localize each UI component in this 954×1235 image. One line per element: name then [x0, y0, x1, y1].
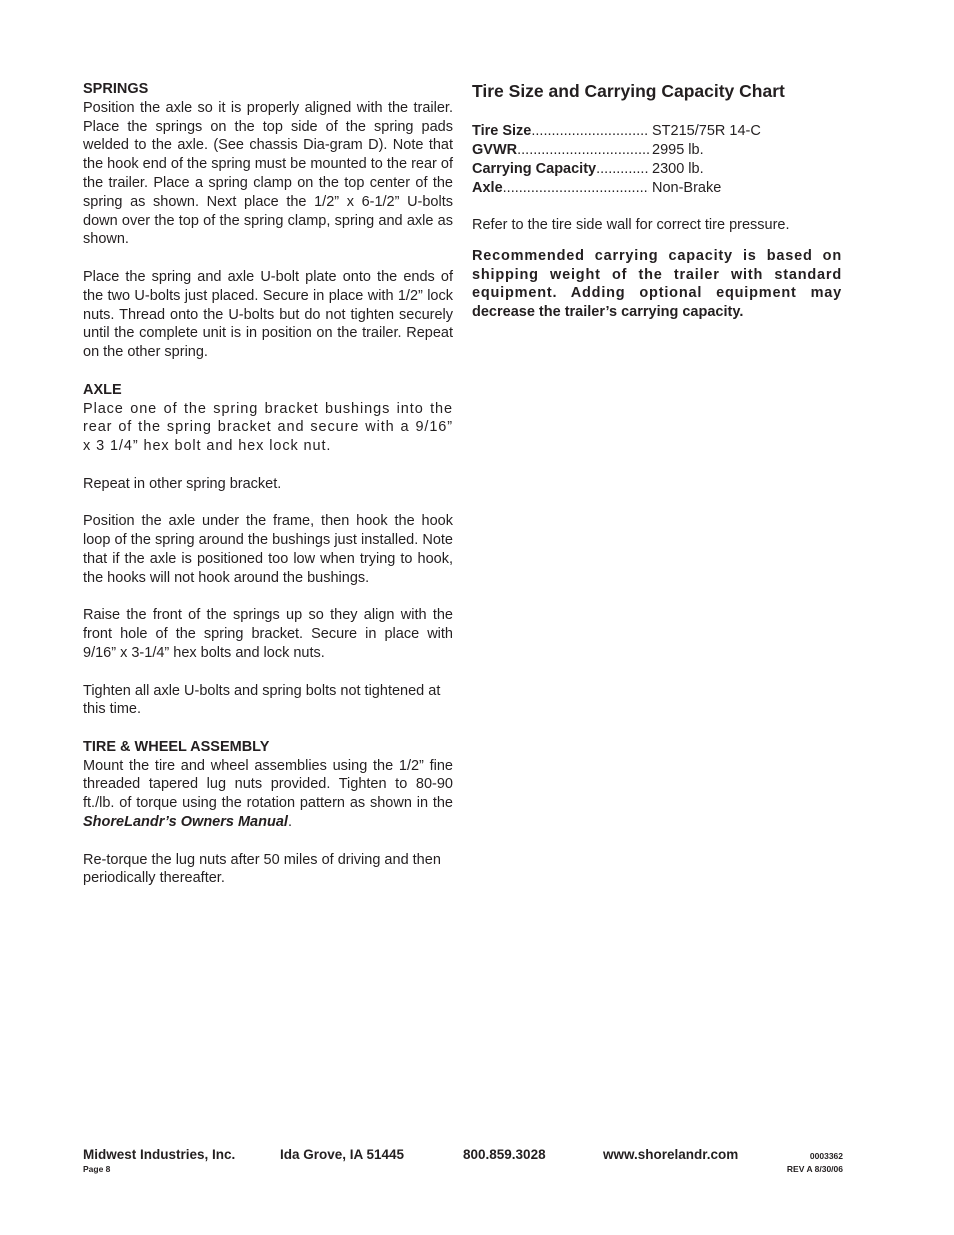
capacity-warning-last: decrease the trailer’s carrying capacity. — [472, 304, 744, 321]
owners-manual-reference: ShoreLandr’s Owners Manual — [83, 814, 288, 831]
dot-leader — [596, 160, 649, 179]
dot-leader — [517, 141, 649, 160]
left-column — [83, 80, 453, 888]
spec-label: Tire Size — [472, 123, 532, 139]
axle-paragraph-2: Repeat in other spring bracket. — [83, 475, 282, 492]
spec-value: 2995 lb. — [652, 142, 704, 158]
page-footer — [83, 1147, 843, 1177]
spec-value: ST215/75R 14-C — [652, 123, 761, 139]
axle-paragraph-1: Place one of the spring bracket bushings into the rear of the spring bracket and secure with a 9/16” x 3 1/4” hex bolt and hex lock nut. — [83, 400, 453, 455]
spec-row-tire-size — [472, 122, 772, 141]
footer-city: Ida Grove, IA 51445 — [280, 1147, 405, 1162]
footer-page-number: Page 8 — [83, 1164, 111, 1174]
tire-paragraph-1-text: Mount the tire and wheel assemblies using the 1/2” fine threaded tapered lug nuts provided. Tighten to 80-90 ft./lb. of torque using the rotation pattern as shown in the — [83, 757, 453, 812]
tire-paragraph-1-end: . — [287, 814, 292, 831]
axle-paragraph-4: Raise the front of the springs up so they align with the front hole of the spring bracket. Secure in place with 9/16” x 3-1/4” hex bolts and lock nuts. — [83, 607, 453, 661]
axle-paragraph-3: Position the axle under the frame, then hook the hook loop of the spring around the bushings just installed. Note that if the axle is positioned too low when trying to hook, the hooks will not hook around the bushings. — [83, 513, 453, 586]
footer-phone: 800.859.3028 — [463, 1147, 546, 1162]
spec-row-carrying-capacity — [472, 160, 772, 179]
footer-company: Midwest Industries, Inc. — [83, 1147, 236, 1162]
spec-label: Carrying Capacity — [472, 161, 597, 177]
axle-heading: AXLE — [83, 381, 122, 398]
springs-paragraph-1: Position the axle so it is properly aligned with the trailer. Place the springs on the top side of the spring pads welded to the axle. (See chassis Dia-gram D). Note that the hook end of the spring must be mounted to the rear of the trailer. Place a spring clamp on the top center of the spring as shown. Next place the 1/2” x 6-1/2” U-bolts down over the top of the spring clamp, spring and axle as shown. — [83, 99, 453, 248]
capacity-warning-main: Recommended carrying capacity is based on shipping weight of the trailer with standard equipment. Adding optional equipment may — [472, 247, 842, 302]
spec-value: 2300 lb. — [652, 161, 704, 177]
dot-leader — [531, 122, 649, 141]
tire-pressure-note: Refer to the tire side wall for correct tire pressure. — [472, 217, 790, 233]
tire-wheel-heading: TIRE & WHEEL ASSEMBLY — [83, 738, 270, 755]
tire-paragraph-1 — [83, 757, 453, 832]
tire-paragraph-2: Re-torque the lug nuts after 50 miles of driving and then periodically thereafter. — [83, 851, 441, 887]
chart-title: Tire Size and Carrying Capacity Chart — [472, 81, 785, 101]
spec-label: GVWR — [472, 142, 518, 158]
right-column — [472, 80, 842, 322]
spec-row-axle — [472, 179, 772, 198]
spec-value: Non-Brake — [652, 180, 722, 196]
capacity-warning — [472, 247, 842, 322]
spec-label: Axle — [472, 180, 503, 196]
footer-website: www.shorelandr.com — [603, 1147, 739, 1162]
springs-heading: SPRINGS — [83, 81, 149, 97]
springs-paragraph-2: Place the spring and axle U-bolt plate onto the ends of the two U-bolts just placed. Secure in place with 1/2” lock nuts. Thread onto the U-bolts but do not tighten securely until the complete unit is in position on the trailer. Repeat on the other spring. — [83, 268, 453, 361]
axle-paragraph-5: Tighten all axle U-bolts and spring bolts not tightened at this time. — [83, 682, 441, 718]
spec-row-gvwr — [472, 141, 772, 160]
dot-leader — [503, 179, 649, 198]
footer-doc-number: 0003362 — [809, 1151, 843, 1161]
spec-table — [472, 122, 842, 198]
footer-revision: REV A 8/30/06 — [786, 1164, 843, 1174]
